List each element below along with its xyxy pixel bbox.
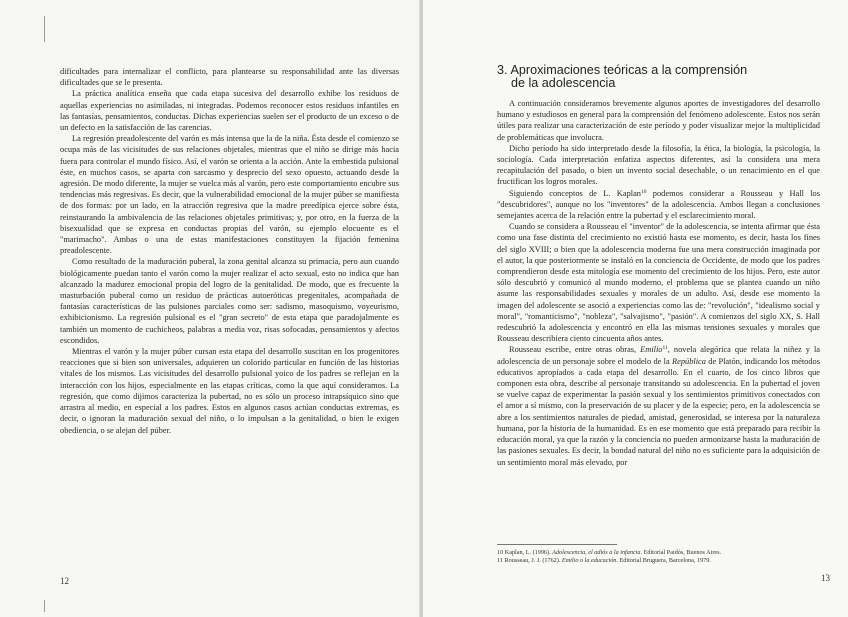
footnote-rule	[497, 544, 617, 545]
text-run: 11 Rousseau, J. J. (1762).	[497, 557, 562, 564]
text-run: 10 Kaplan, L. (1996).	[497, 549, 553, 556]
footnote-ref: 11	[662, 345, 668, 352]
paragraph: Como resultado de la maduración puberal, la zona genital alcanza su primacía, pero aun cuando biológicamente puedan tanto el varón como la mujer realizar el acto sexual, esto no indica que han alcanzado la madurez emocional propia del logro de la genitalidad. De modo, que es frecuente la masturbación puberal como un residuo de prácticas autoeróticas pregenitales, acompañada de fantasías características de las pulsiones parciales como ser: sadismo, masoquismo, voyeurismo, exhibicionismo. La regresión pulsional es el "gran secreto" de esta etapa que paradojalmente es también un momento de cuchicheos, palabras a media voz, risas sofocadas, pensamientos y afectos escondidos.	[60, 257, 399, 345]
book-title: Emilio	[640, 345, 663, 355]
left-page	[0, 0, 421, 617]
footnote-ref: 10	[641, 188, 647, 195]
text-run: . Editorial Bruguera, Barcelona, 1979.	[616, 557, 711, 564]
text-run: Siguiendo conceptos de L. Kaplan	[509, 188, 641, 198]
text-run: Rousseau escribe, entre otras obras,	[509, 345, 641, 355]
text-run: . Editorial Paidós, Buenos Aires.	[640, 549, 722, 556]
book-title: Adolescencia, el adiós a la infancia	[552, 549, 641, 556]
book-title: Emilio o la educación	[561, 557, 617, 564]
section-title-line2: de la adolescencia	[511, 75, 616, 90]
section-number: 3.	[497, 63, 508, 77]
footnote	[497, 557, 820, 565]
paragraph: La regresión preadolescente del varón es más intensa que la de la niña. Ésta desde el comienzo se ocupa más de las vicisitudes de sus relaciones objetales, mientras que el niño se dirige más hacia fuera para controlar el mundo físico. Así, el varón se orienta a la acción. Ante la embestida pulsional éste, en muchos casos, se aparta con sarcasmo y desprecio del sexo opuesto, actuando desde la agresión. De modo diferente, la mujer se vuelca más al varón, pero este comportamiento encubre sus tendencias más regresivas. Es decir, que la vulnerabilidad emocional de la mujer púber se manifiesta de dos formas: por un lado, en la atracción regresiva que la madre preedípica ejerce sobre ésta, reinstaurando la ambivalencia de las relaciones objetales primitivas; y, por otro, en la fuerza de la bisexualidad que se expresa en conductas propias del varón, su ejemplo elocuente es el "marimacho". Ambas o una de estas manifestaciones constituyen la fijación femenina preadolescente.	[60, 134, 399, 256]
book-title: República	[672, 356, 706, 366]
text-run: podemos considerar a Rousseau y Hall los "descubridores", aunque no los "inventores" de la adolescencia. Ambos llegan a conclusiones semejantes acerca de la relación entre la pubertad y el esclarecimiento moral.	[497, 188, 820, 221]
section-title-line1: Aproximaciones teóricas a la comprensión	[510, 63, 748, 77]
footnote	[497, 549, 820, 557]
text-run: , novela alegórica que relata la niñez y la adolescencia de un personaje sobre el modelo de la	[497, 345, 820, 366]
scan-mark	[44, 600, 45, 612]
left-body-text	[60, 66, 399, 436]
paragraph: La práctica analítica enseña que cada etapa sucesiva del desarrollo exhibe los residuos de aquellas experiencias no asimiladas, ni integradas. Podemos reconocer estos residuos infantiles en las fantasías, pensamientos, conductas. Dichas experiencias suelen ser el producto de un exceso o de un defecto en la satisfacción de las carencias.	[60, 89, 399, 133]
text-run: de Platón, indicando los métodos educativos apropiados a cada etapa del desarrollo. En el cuarto, de los cinco libros que componen esta obra, describe al personaje transitando su adolescencia. En la pubertad el joven se vuelve capaz de experimentar la pasión sexual y los sentimientos primitivos conectados con el amor a sí mismo, con la preservación de su placer y de la especie; pero, en la adolescencia se abre a los sentimientos naturales de piedad, amistad, generosidad, se interesa por la naturaleza humana, por la historia de la humanidad. Es en ese momento que está preparado para recibir la educación moral, ya que la razón y la conciencia no pueden armonizarse hasta la maduración de las pasiones sexuales. Es decir, la bondad natural del niño no es suficiente para la adquisición de un sentimiento moral más elevado, por	[497, 356, 820, 467]
paragraph	[497, 344, 820, 467]
right-page	[423, 0, 848, 617]
right-body-text	[497, 98, 820, 468]
footnotes	[497, 544, 820, 565]
paragraph: A continuación consideramos brevemente algunos aportes de investigadores del desarrollo humano y estudiosos en general para la comprensión del fenómeno adolescente. Estos nos serán útiles para realizar una caracterización de este período y poder visualizar mejor la multiplicidad de problemáticas que involucra.	[497, 99, 820, 142]
paragraph: dificultades para internalizar el conflicto, para plantearse su responsabilidad ante las diversas dificultades que se le presenta.	[60, 67, 399, 88]
page-number-right: 13	[821, 573, 830, 583]
paragraph: Cuando se considera a Rousseau el "inventor" de la adolescencia, se intenta afirmar que ésta como una fase distinta del crecimiento no existió hasta ese momento, es decir, hasta los fines del siglo XVIII; o bien que la adolescencia moderna fue una mera construcción imaginada por el autor, la que posteriormente se instaló en la conciencia de Occidente, de modo que los padres comprendieron desde esta mitología ese momento del crecimiento de los hijos. Pero, este autor sólo descubrió y comunicó al mundo moderno, el problema que se plantea cuando un niño asume las responsabilidades sexuales y morales de un adulto. Así, desde ese momento la imagen del adolescente se asoció a experiencias como las de: "revolución", "idealismo social y moral", "romanticismo", "nobleza", "salvajismo", "pasión". A comienzos del siglo XX, S. Hall redescubrió la adolescencia y encontró en ella las mismas tensiones sexuales y morales que Rousseau describiera ciento cincuenta años antes.	[497, 222, 820, 344]
scan-mark	[44, 16, 45, 42]
page-number-left: 12	[60, 576, 69, 586]
paragraph	[497, 188, 820, 222]
paragraph: Mientras el varón y la mujer púber cursan esta etapa del desarrollo suscitan en los progenitores reacciones que si bien son universales, adquieren un colorido particular en función de las historias vitales de los mismos. Las vicisitudes del desarrollo pulsional yoico de los padres se reflejan en la interacción con los hijos, especialmente en las etapas críticas, como la que aquí consideramos. La regresión, que como dijimos caracteriza la pubertad, no es sólo un proceso intrapsíquico sino que arrastra al medio, en especial a los padres. Estos en algunos casos actúan conductas extremas, es decir, o ignoran la maduración sexual del niño, o lo impulsan a la genitalidad, o bien le exigen obediencia, o se alejan del púber.	[60, 347, 399, 435]
section-heading	[497, 64, 827, 89]
paragraph: Dicho período ha sido interpretado desde la filosofía, la ética, la biología, la psicología, la sociología. Cada interpretación enfatiza aspectos diferentes, así la considera una mera recapitulación del pasado, o bien un invento social desechable, o un renacimiento en el que fructifican los logros morales.	[497, 143, 820, 187]
